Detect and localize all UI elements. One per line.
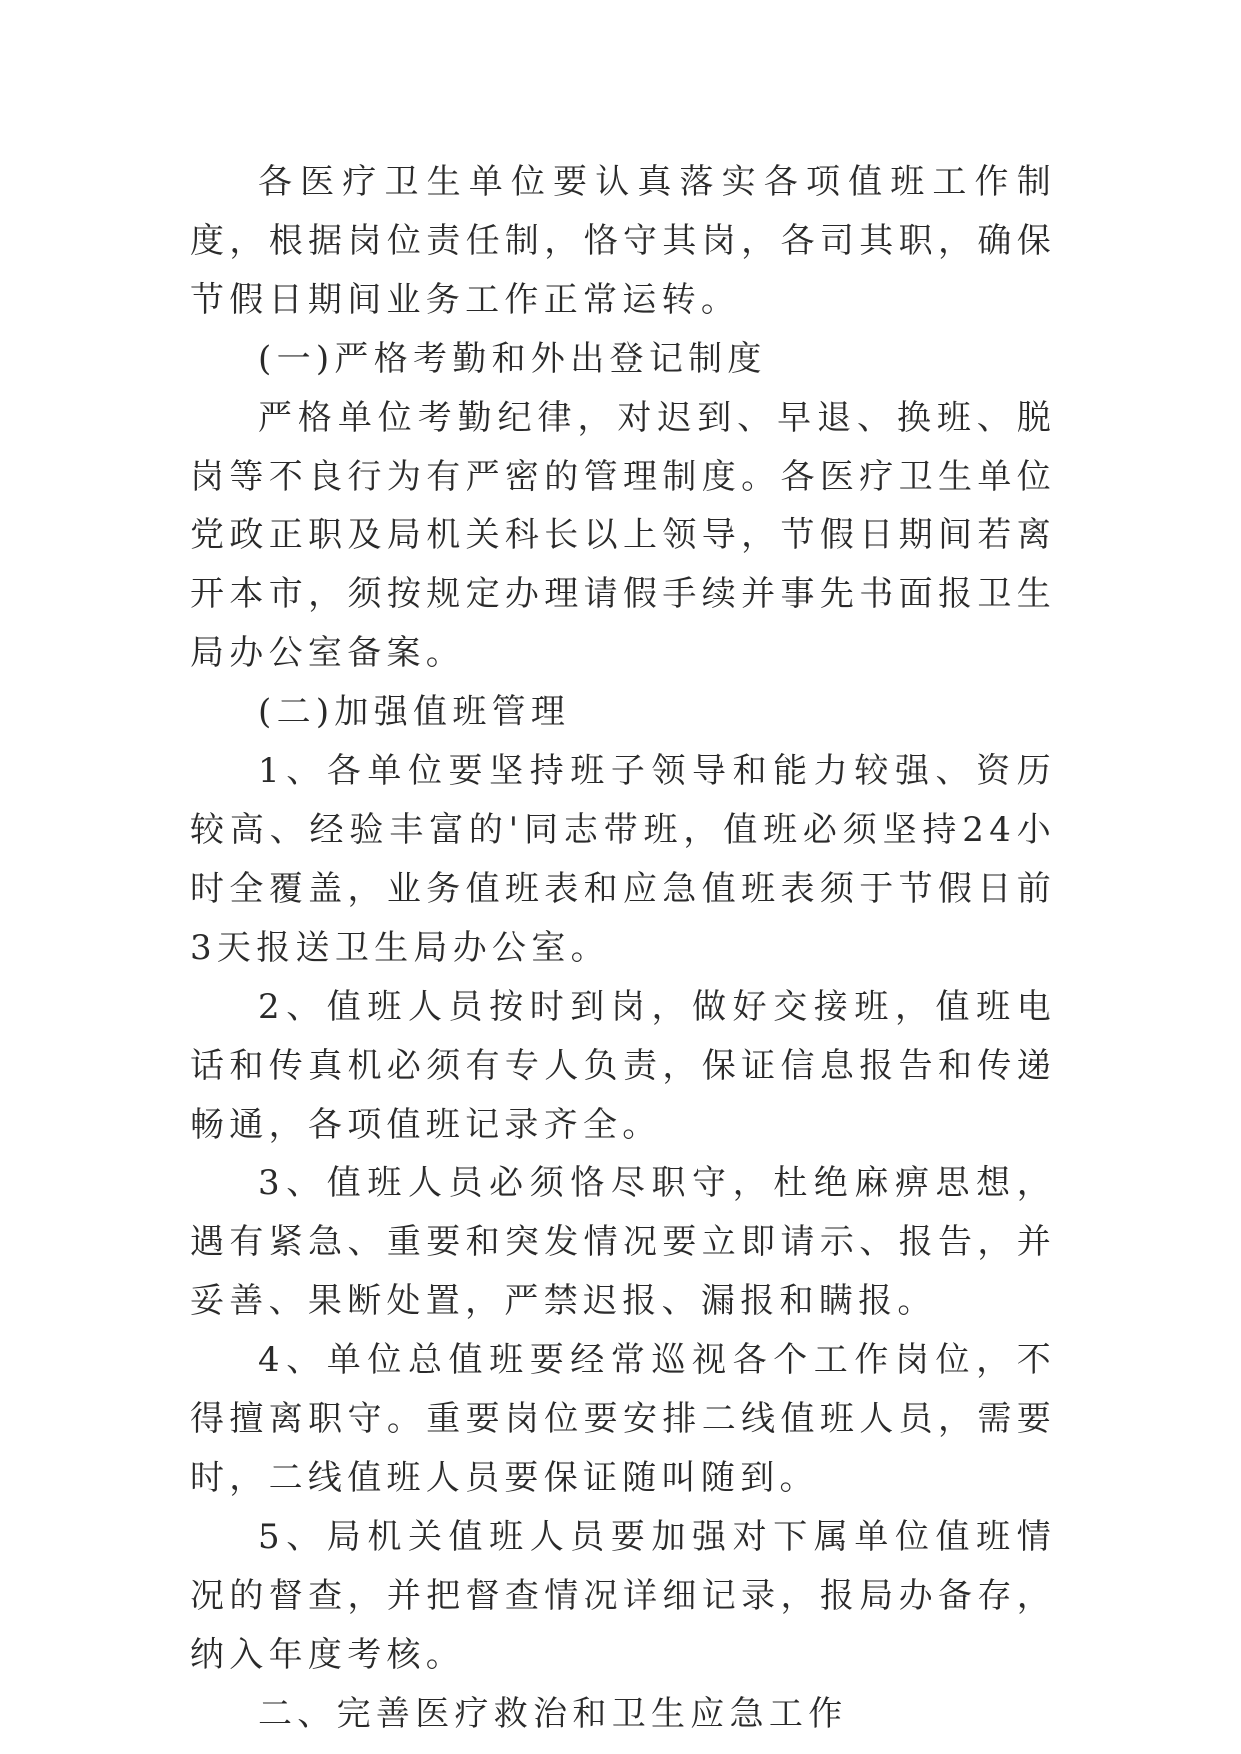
paragraph-item-1: 1、各单位要坚持班子领导和能力较强、资历较高、经验丰富的'同志带班，值班必须坚持24小时全覆盖，业务值班表和应急值班表须于节假日前3天报送卫生局办公室。 [190, 751, 1056, 968]
heading-section-two: 二、完善医疗救治和卫生应急工作 [258, 1693, 848, 1734]
paragraph-item-5: 5、局机关值班人员要加强对下属单位值班情况的督查，并把督查情况详细记录，报局办备存，纳入年度考核。 [190, 1516, 1056, 1675]
paragraph-item-2: 2、值班人员按时到岗，做好交接班，值班电话和传真机必须有专人负责，保证信息报告和传递畅通，各项值班记录齐全。 [190, 986, 1056, 1145]
document-body [190, 153, 1056, 1743]
paragraph-duty-system: 各医疗卫生单位要认真落实各项值班工作制度，根据岗位责任制，恪守其岗，各司其职，确保节假日期间业务工作正常运转。 [190, 162, 1056, 320]
paragraph-item-4: 4、单位总值班要经常巡视各个工作岗位，不得擅离职守。重要岗位要安排二线值班人员，需要时，二线值班人员要保证随叫随到。 [190, 1340, 1056, 1498]
paragraph-attendance: 严格单位考勤纪律，对迟到、早退、换班、脱岗等不良行为有严密的管理制度。各医疗卫生单位党政正职及局机关科长以上领导，节假日期间若离开本市，须按规定办理请假手续并事先书面报卫生局办公室备案。 [190, 397, 1056, 674]
heading-attendance: (一)严格考勤和外出登记制度 [258, 338, 767, 379]
heading-duty-management: (二)加强值班管理 [258, 692, 571, 733]
paragraph-item-3: 3、值班人员必须恪尽职守，杜绝麻痹思想，遇有紧急、重要和突发情况要立即请示、报告，并妥善、果断处置，严禁迟报、漏报和瞒报。 [190, 1163, 1056, 1322]
